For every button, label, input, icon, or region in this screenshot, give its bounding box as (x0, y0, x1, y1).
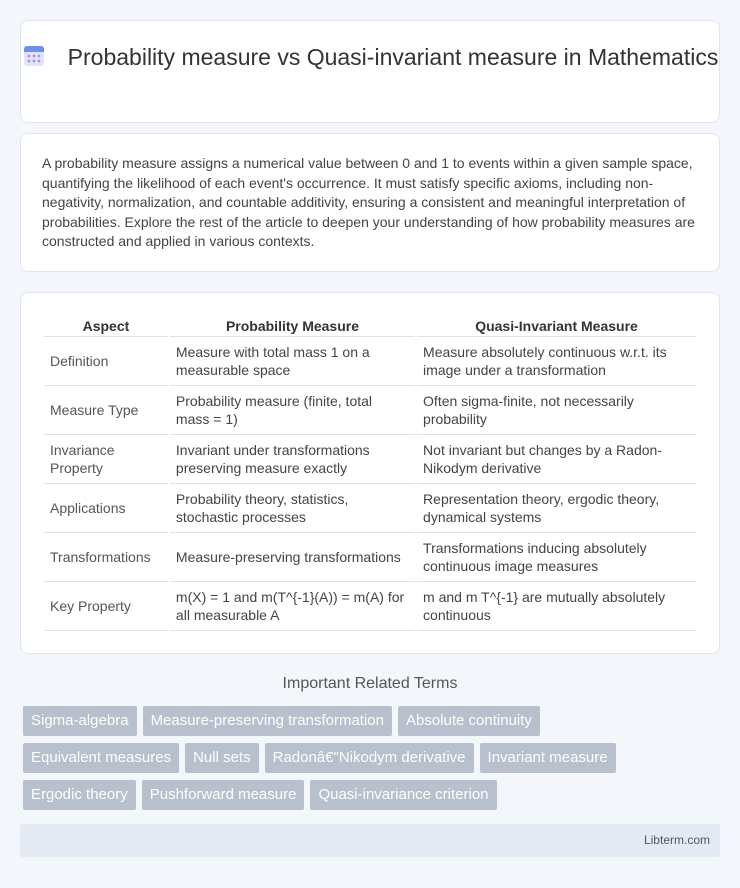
comparison-card (20, 292, 720, 654)
header-aspect: Aspect (44, 315, 168, 337)
tag-pushforward-measure[interactable]: Pushforward measure (142, 780, 305, 810)
table-row (44, 435, 696, 484)
tag-sigma-algebra[interactable]: Sigma-algebra (23, 706, 137, 736)
header-quasi-invariant-measure: Quasi-Invariant Measure (417, 315, 696, 337)
footer (20, 824, 720, 857)
tag-invariant-measure[interactable]: Invariant measure (480, 743, 616, 773)
tag-equivalent-measures[interactable]: Equivalent measures (23, 743, 179, 773)
cell-probability: Probability measure (finite, total mass = 1) (170, 386, 415, 435)
table-row (44, 386, 696, 435)
tag-absolute-continuity[interactable]: Absolute continuity (398, 706, 540, 736)
cell-probability: Probability theory, statistics, stochastic processes (170, 484, 415, 533)
tag-row (23, 706, 723, 736)
cell-aspect: Key Property (44, 582, 168, 631)
cell-quasi-invariant: Representation theory, ergodic theory, dynamical systems (417, 484, 696, 533)
cell-quasi-invariant: Not invariant but changes by a Radon-Nikodym derivative (417, 435, 696, 484)
related-terms-list (23, 706, 723, 817)
cell-probability: Measure-preserving transformations (170, 533, 415, 582)
cell-quasi-invariant: Measure absolutely continuous w.r.t. its image under a transformation (417, 337, 696, 386)
tag-quasi-invariance-criterion[interactable]: Quasi-invariance criterion (310, 780, 496, 810)
table-row (44, 582, 696, 631)
cell-probability: Invariant under transformations preserving measure exactly (170, 435, 415, 484)
cell-aspect: Definition (44, 337, 168, 386)
cell-probability: m(X) = 1 and m(T^{-1}(A)) = m(A) for all measurable A (170, 582, 415, 631)
table-row (44, 484, 696, 533)
cell-aspect: Transformations (44, 533, 168, 582)
cell-aspect: Applications (44, 484, 168, 533)
document-icon (22, 44, 46, 68)
tag-null-sets[interactable]: Null sets (185, 743, 259, 773)
table-header-row (44, 315, 696, 337)
cell-quasi-invariant: m and m T^{-1} are mutually absolutely continuous (417, 582, 696, 631)
cell-quasi-invariant: Often sigma-finite, not necessarily probability (417, 386, 696, 435)
comparison-table (42, 315, 698, 631)
header-probability-measure: Probability Measure (170, 315, 415, 337)
intro-card (20, 133, 720, 272)
cell-aspect: Invariance Property (44, 435, 168, 484)
tag-measure-preserving-transformation[interactable]: Measure-preserving transformation (143, 706, 392, 736)
related-terms-title: Important Related Terms (282, 675, 458, 692)
tag-row (23, 780, 723, 810)
footer-site-link[interactable]: Libterm.com (643, 833, 710, 847)
tag-radon-nikodym-derivative[interactable]: Radonâ€"Nikodym derivative (265, 743, 474, 773)
cell-probability: Measure with total mass 1 on a measurable space (170, 337, 415, 386)
table-row (44, 337, 696, 386)
cell-quasi-invariant: Transformations inducing absolutely continuous image measures (417, 533, 696, 582)
page-title-wrap (21, 43, 719, 72)
title-card (20, 20, 720, 123)
table-row (44, 533, 696, 582)
tag-row (23, 743, 723, 773)
cell-aspect: Measure Type (44, 386, 168, 435)
intro-paragraph: A probability measure assigns a numerical value between 0 and 1 to events within a given sample space, quantifying the likelihood of each event's occurrence. It must satisfy specific axioms, including non-negativity, normalization, and countable additivity, ensuring a consistent and meaningful interpretation of probabilities. Explore the rest of the article to deepen your understanding of how probability measures are constructed and applied in various contexts. (42, 155, 695, 250)
tag-ergodic-theory[interactable]: Ergodic theory (23, 780, 136, 810)
page-title: Probability measure vs Quasi-invariant measure in Mathematics (67, 44, 719, 70)
